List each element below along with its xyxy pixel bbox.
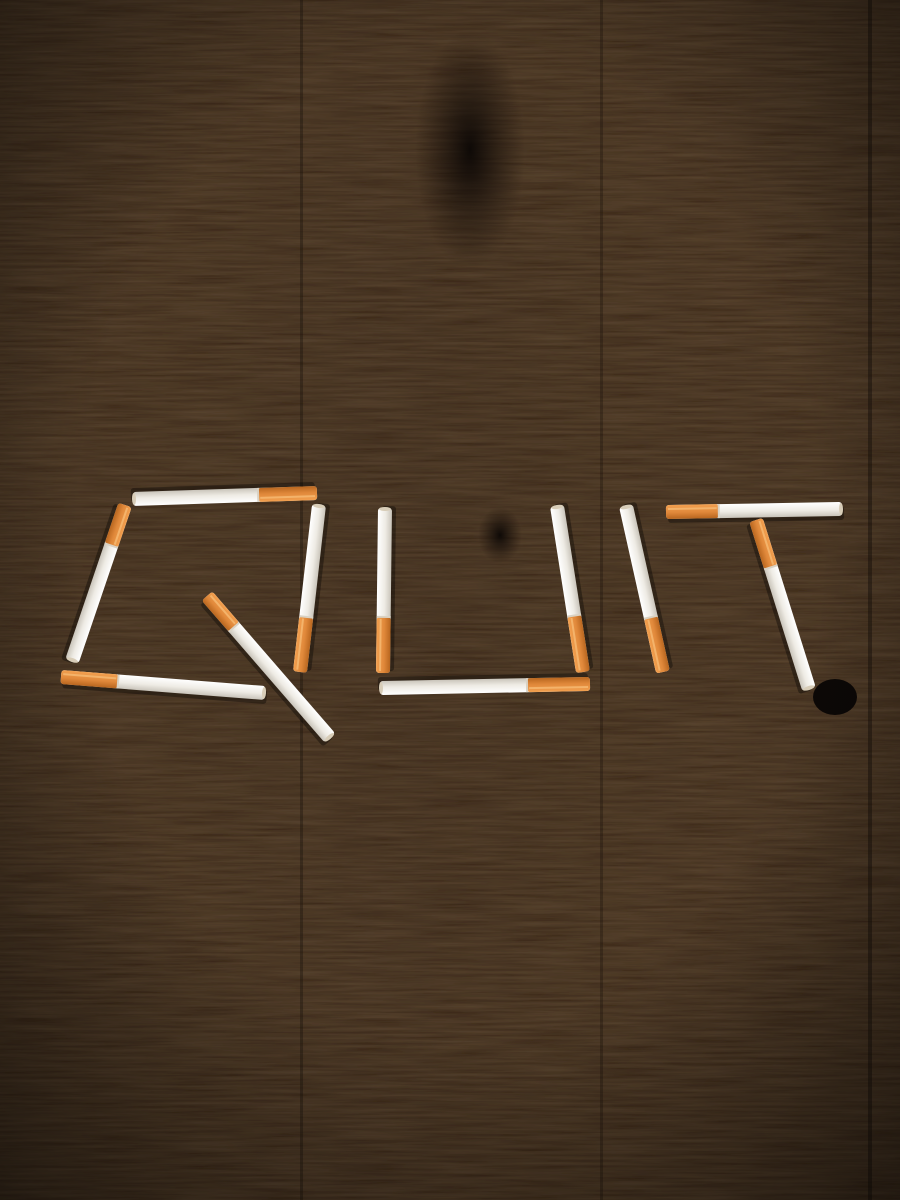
tipping-band — [718, 504, 720, 518]
tipping-band — [526, 678, 528, 692]
cigarette-filter — [376, 617, 391, 673]
cigarette-filter — [527, 677, 590, 692]
cigarette-filter — [258, 486, 317, 502]
cigarette-filter — [666, 504, 719, 519]
cigarette-letter-t — [666, 502, 844, 523]
tipping-band — [377, 616, 391, 618]
cigarette-letter-u — [376, 506, 396, 673]
